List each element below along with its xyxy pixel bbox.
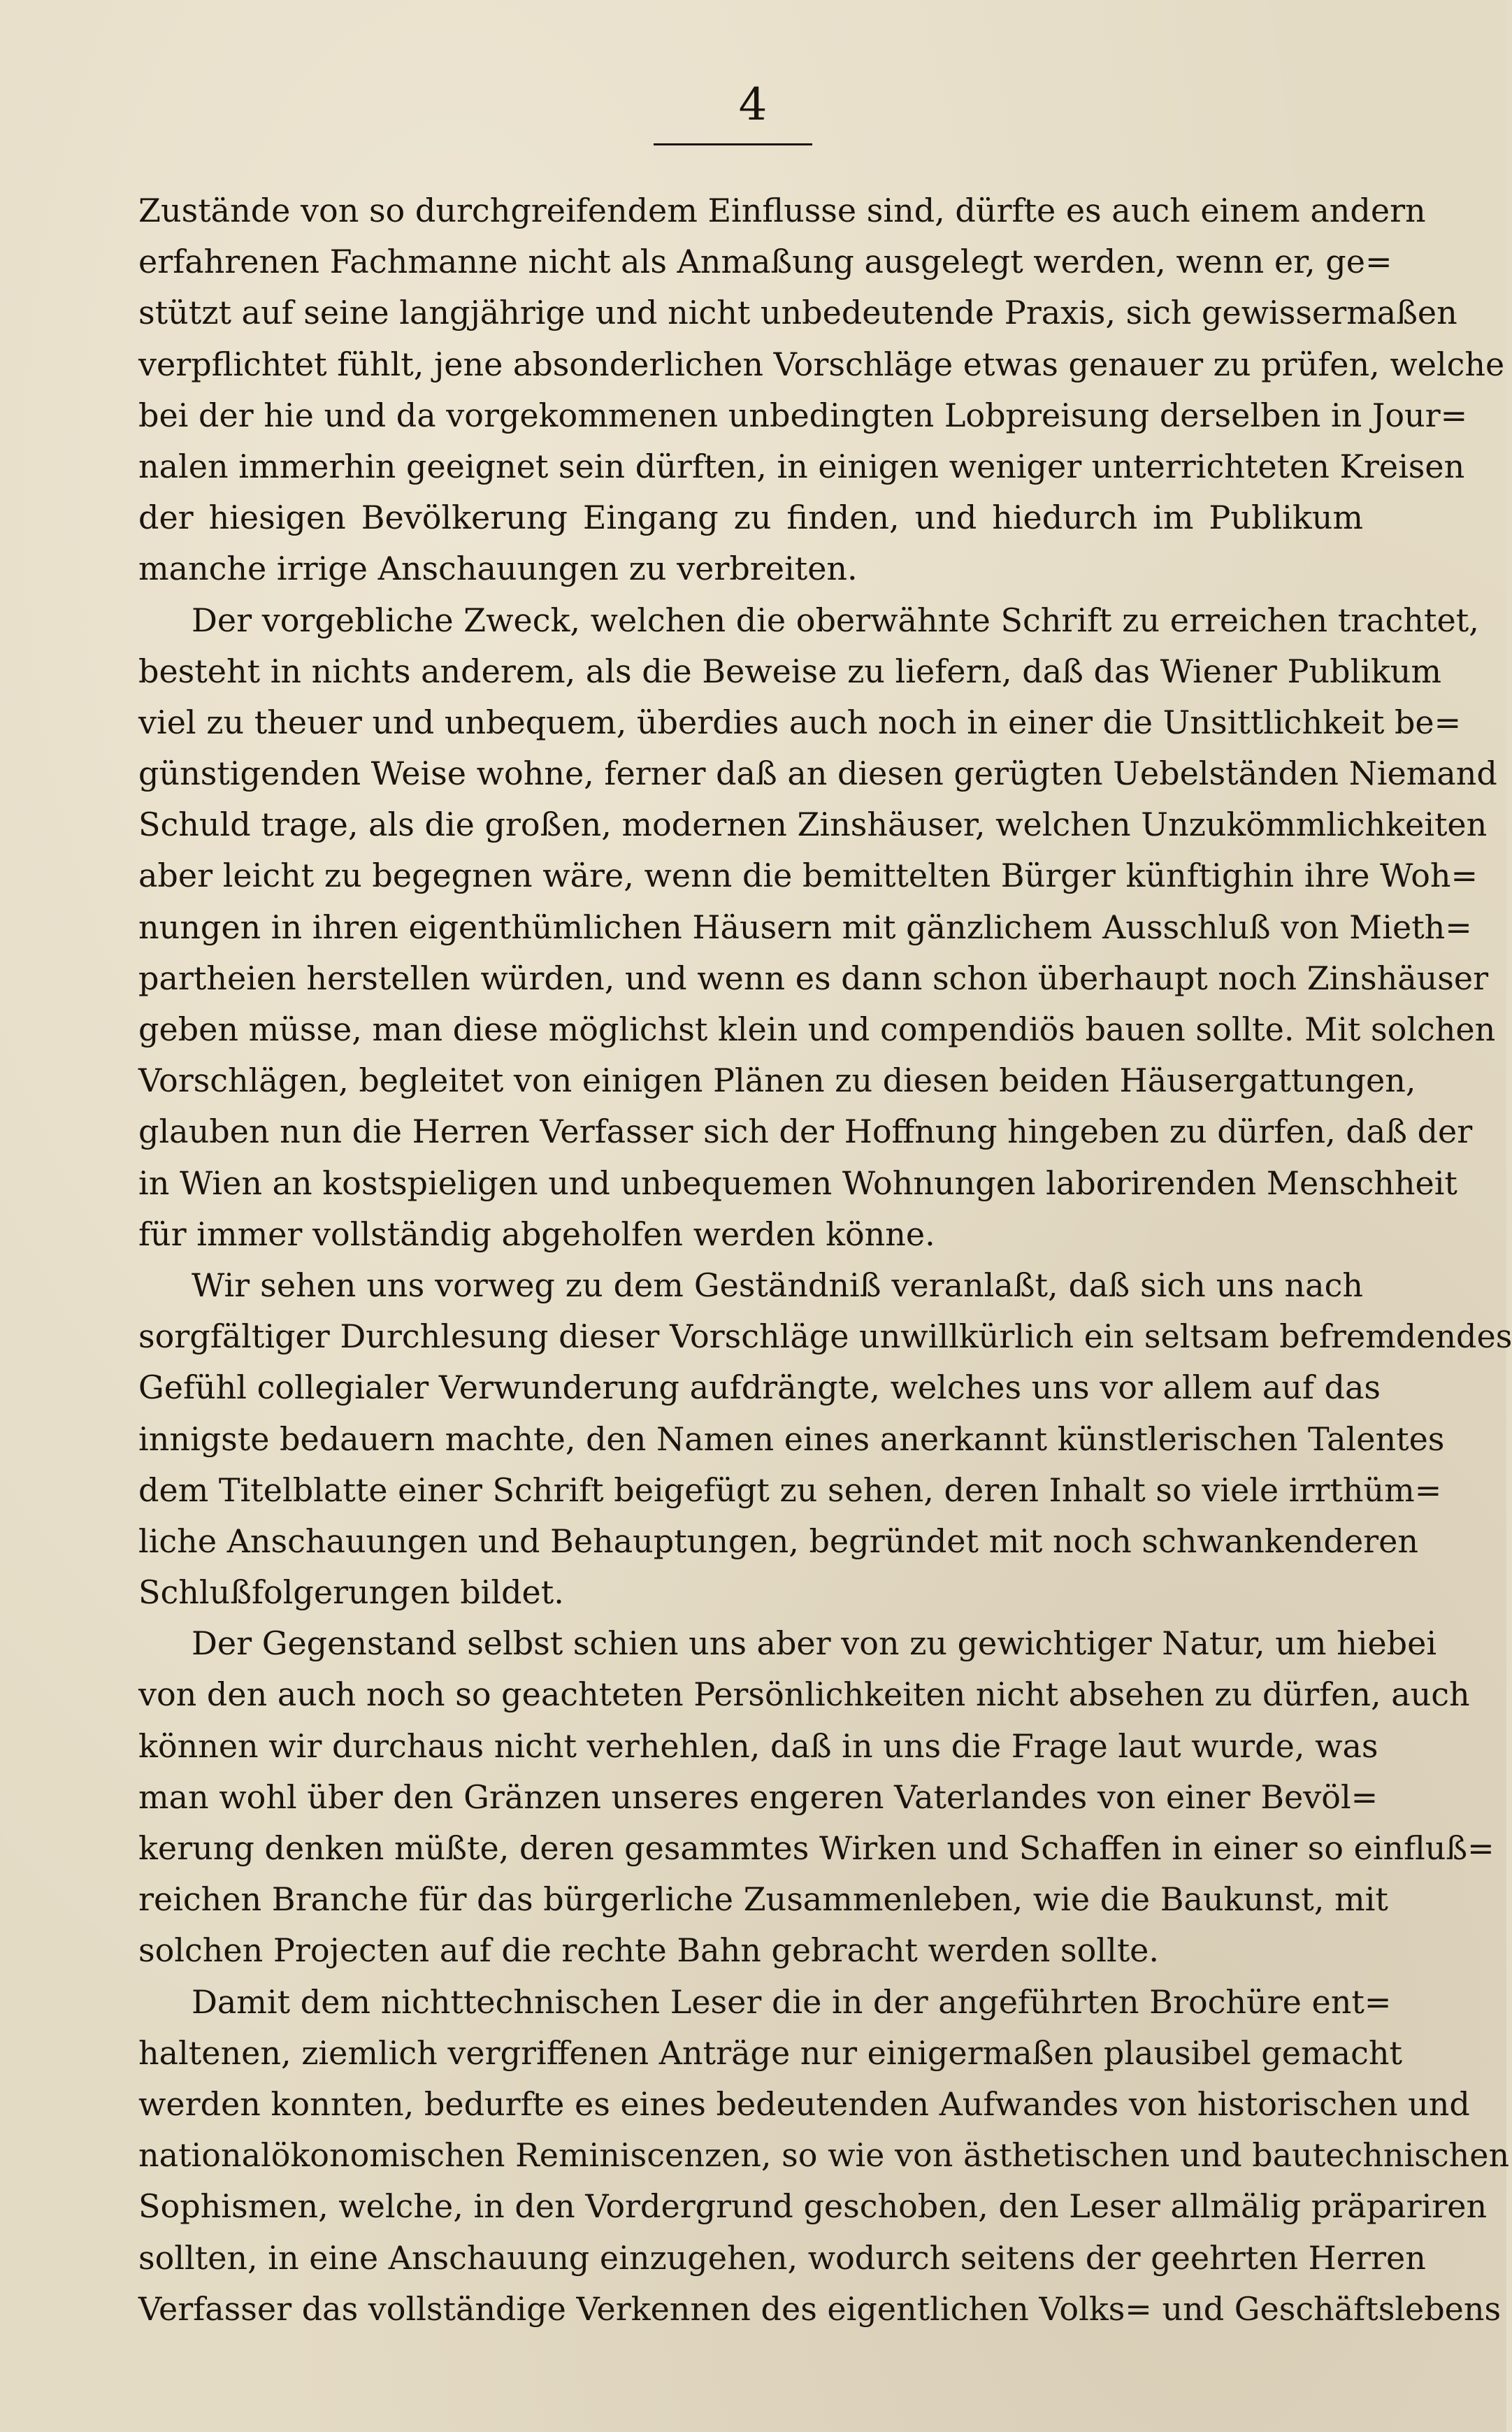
text-line: glauben nun die Herren Verfasser sich der Hoffnung hingeben zu dürfen, daß der (138, 1113, 1473, 1151)
text-line: Schlußfolgerungen bildet. (138, 1573, 564, 1612)
text-line: kerung denken müßte, deren gesammtes Wirken und Schaffen in einer so einfluß= (138, 1829, 1495, 1867)
page-number: 4 (738, 79, 768, 131)
text-line: sorgfältiger Durchlesung dieser Vorschläge unwillkürlich ein seltsam befremdendes (138, 1317, 1512, 1356)
text-line: stützt auf seine langjährige und nicht unbedeutende Praxis, sich gewissermaßen (138, 294, 1457, 332)
paragraph-3 (138, 1260, 1512, 1618)
text-line: Schuld trage, als die großen, modernen Zinshäuser, welchen Unzukömmlichkeiten (138, 806, 1488, 844)
text-line: aber leicht zu begegnen wäre, wenn die bemittelten Bürger künftighin ihre Woh= (138, 857, 1478, 895)
text-line: partheien herstellen würden, und wenn es dann schon überhaupt noch Zinshäuser (138, 959, 1489, 997)
text-line: dem Titelblatte einer Schrift beigefügt zu sehen, deren Inhalt so viele irrthüm= (138, 1471, 1442, 1509)
text-line: Vorschlägen, begleitet von einigen Plänen zu diesen beiden Häusergattungen, (138, 1061, 1416, 1100)
text-line: in Wien an kostspieligen und unbequemen Wohnungen laborirenden Menschheit (138, 1164, 1457, 1202)
text-line: Verfasser das vollständige Verkennen des eigentlichen Volks= und Geschäftslebens (138, 2289, 1502, 2328)
text-line: geben müsse, man diese möglichst klein und compendiös bauen sollte. Mit solchen (138, 1010, 1496, 1048)
text-line: werden konnten, bedurfte es eines bedeutenden Aufwandes von historischen und (138, 2084, 1470, 2123)
paragraph-2 (138, 595, 1497, 1260)
text-line: Sophismen, welche, in den Vordergrund geschoben, den Leser allmälig präpariren (138, 2187, 1488, 2226)
body-text (138, 185, 1512, 2335)
header-rule (654, 143, 812, 145)
text-line: manche irrige Anschauungen zu verbreiten. (138, 550, 858, 588)
paragraph-5 (138, 1977, 1510, 2335)
text-line: können wir durchaus nicht verhehlen, daß in uns die Frage laut wurde, was (138, 1726, 1378, 1765)
text-line: für immer vollständig abgeholfen werden könne. (138, 1215, 935, 1253)
text-line: der hiesigen Bevölkerung Eingang zu finden, und hiedurch im Publikum (138, 499, 1363, 537)
text-line: liche Anschauungen und Behauptungen, begründet mit noch schwankenderen (138, 1522, 1419, 1560)
text-line: bei der hie und da vorgekommenen unbedingten Lobpreisung derselben in Jour= (138, 396, 1468, 434)
text-line: nungen in ihren eigenthümlichen Häusern mit gänzlichem Ausschluß von Mieth= (138, 908, 1472, 946)
paragraph-4 (138, 1618, 1495, 1976)
text-line: man wohl über den Gränzen unseres engeren Vaterlandes von einer Bevöl= (138, 1777, 1378, 1816)
text-line: solchen Projecten auf die rechte Bahn gebracht werden sollte. (138, 1931, 1160, 1970)
paragraph-1 (138, 185, 1505, 595)
text-line: reichen Branche für das bürgerliche Zusammenleben, wie die Baukunst, mit (138, 1880, 1388, 1919)
text-line: viel zu theuer und unbequem, überdies auch noch in einer die Unsittlichkeit be= (138, 703, 1462, 741)
text-line: Gefühl collegialer Verwunderung aufdrängte, welches uns vor allem auf das (138, 1368, 1381, 1407)
text-line: innigste bedauern machte, den Namen eines anerkannt künstlerischen Talentes (138, 1419, 1445, 1458)
text-line: Der vorgebliche Zweck, welchen die oberwähnte Schrift zu erreichen trachtet, (192, 601, 1479, 639)
text-line: von den auch noch so geachteten Persönlichkeiten nicht absehen zu dürfen, auch (138, 1675, 1470, 1714)
text-line: Zustände von so durchgreifendem Einflusse sind, dürfte es auch einem andern (138, 192, 1426, 229)
text-line: günstigenden Weise wohne, ferner daß an diesen gerügten Uebelständen Niemand (138, 754, 1497, 793)
text-line: besteht in nichts anderem, als die Beweise zu liefern, daß das Wiener Publikum (138, 652, 1442, 690)
text-line: verpflichtet fühlt, jene absonderlichen Vorschläge etwas genauer zu prüfen, welche (138, 345, 1505, 383)
text-line: Wir sehen uns vorweg zu dem Geständniß veranlaßt, daß sich uns nach (192, 1266, 1363, 1304)
text-line: Damit dem nichttechnischen Leser die in der angeführten Brochüre ent= (192, 1982, 1392, 2021)
text-line: Der Gegenstand selbst schien uns aber von zu gewichtiger Natur, um hiebei (192, 1624, 1437, 1663)
text-line: nalen immerhin geeignet sein dürften, in einigen weniger unterrichteten Kreisen (138, 447, 1465, 485)
text-line: nationalökonomischen Reminiscenzen, so wie von ästhetischen und bautechnischen (138, 2136, 1510, 2175)
text-line: haltenen, ziemlich vergriffenen Anträge nur einigermaßen plausibel gemacht (138, 2033, 1402, 2072)
text-line: erfahrenen Fachmanne nicht als Anmaßung ausgelegt werden, wenn er, ge= (138, 243, 1392, 281)
text-line: sollten, in eine Anschauung einzugehen, wodurch seitens der geehrten Herren (138, 2238, 1426, 2277)
